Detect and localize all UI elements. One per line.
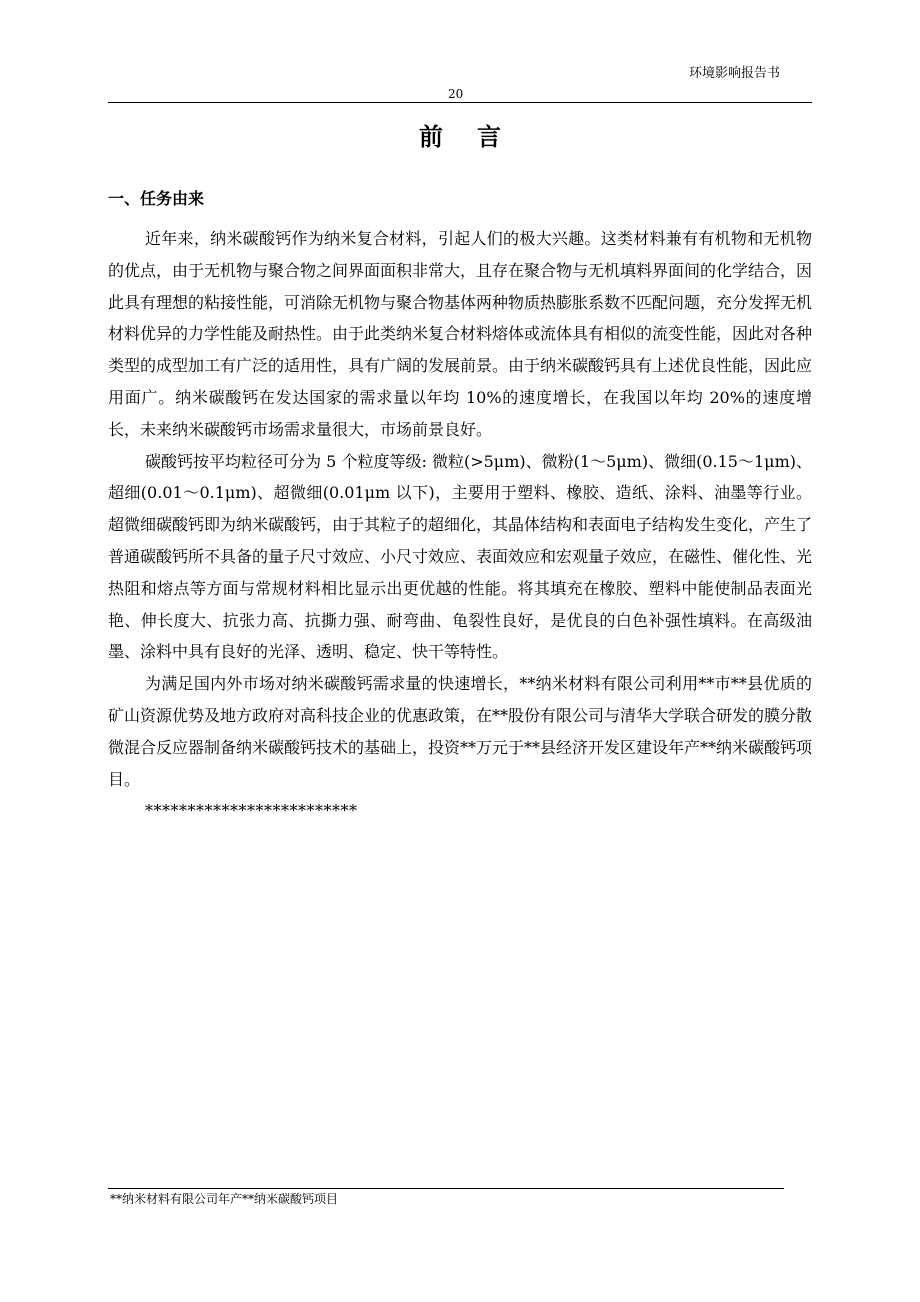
section-heading: 一、任务由来 bbox=[108, 189, 205, 208]
header-divider bbox=[108, 102, 812, 103]
header-document-type: 环境影响报告书 bbox=[688, 66, 780, 81]
asterisk-separator: ************************* bbox=[145, 801, 358, 821]
page-title: 前言 bbox=[419, 122, 535, 151]
page-number: 20 bbox=[448, 87, 464, 101]
body-text bbox=[108, 223, 812, 827]
paragraph-2: 碳酸钙按平均粒径可分为 5 个粒度等级: 微粒(>5μm)、微粉(1～5μm)、微细(0.15～1μm)、超细(0.01～0.1μm)、超微细(0.01μm 以下)，主要用于塑料、橡胶、造纸、涂料、油墨等行业。超微细碳酸钙即为纳米碳酸钙，由于其粒子的超细化，其晶体结构和表面电子结构发生变化，产生了普通碳酸钙所不具备的量子尺寸效应、小尺寸效应、表面效应和宏观量子效应，在磁性、催化性、光热阻和熔点等方面与常规材料相比显示出更优越的性能。将其填充在橡胶、塑料中能使制品表面光艳、伸长度大、抗张力高、抗撕力强、耐弯曲、龟裂性良好，是优良的白色补强性填料。在高级油墨、涂料中具有良好的光泽、透明、稳定、快干等特性。 bbox=[108, 451, 813, 662]
footer-project-name: **纳米材料有限公司年产**纳米碳酸钙项目 bbox=[110, 1192, 339, 1206]
paragraph-3: 为满足国内外市场对纳米碳酸钙需求量的快速增长，**纳米材料有限公司利用**市**县优质的矿山资源优势及地方政府对高科技企业的优惠政策，在**股份有限公司与清华大学联合研发的膜分散微混合反应器制备纳米碳酸钙技术的基础上，投资**万元于**县经济开发区建设年产**纳米碳酸钙项目。 bbox=[108, 674, 813, 789]
paragraph-1: 近年来，纳米碳酸钙作为纳米复合材料，引起人们的极大兴趣。这类材料兼有有机物和无机物的优点，由于无机物与聚合物之间界面面积非常大，且存在聚合物与无机填料界面间的化学结合，因此具有理想的粘接性能，可消除无机物与聚合物基体两种物质热膨胀系数不匹配问题，充分发挥无机材料优异的力学性能及耐热性。由于此类纳米复合材料熔体或流体具有相似的流变性能，因此对各种类型的成型加工有广泛的适用性，具有广阔的发展前景。由于纳米碳酸钙具有上述优良性能，因此应用面广。纳米碳酸钙在发达国家的需求量以年均 10%的速度增长，在我国以年均 20%的速度增长，未来纳米碳酸钙市场需求量很大，市场前景良好。 bbox=[108, 229, 813, 439]
footer-divider bbox=[108, 1188, 784, 1189]
